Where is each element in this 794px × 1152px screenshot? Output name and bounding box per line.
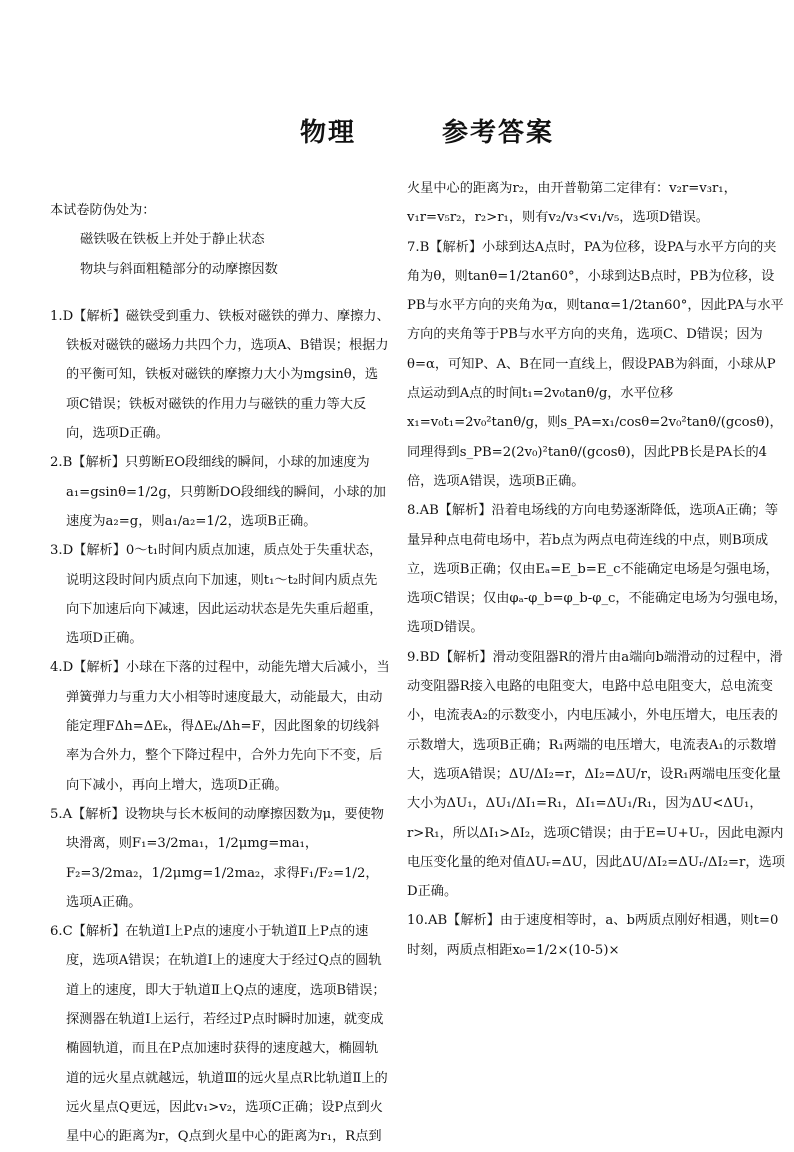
answer-9: 9.BD【解析】滑动变阻器R的滑片由a端向b端滑动的过程中，滑动变阻器R接入电路的电阻变大，电路中总电阻变大，总电流变小，电流表A₂的示数变小，内电压减小，外电压增大，电压表的示数增大，选项B正确；R₁两端的电压增大，电流表A₁的示数增大，选项A错误；ΔU/ΔI₂=r，ΔI₂=ΔU/r，设R₁两端电压变化量大小为ΔU₁，ΔU₁/ΔI₁=R₁，ΔI₁=ΔU₁/R₁，因为ΔU<ΔU₁，r>R₁，所以ΔI₁>ΔI₂，选项C错误；由于E=U+Uᵣ，因此电源内电压变化量的绝对值ΔUᵣ=ΔU，因此ΔU/ΔI₂=ΔUᵣ/ΔI₂=r，选项D正确。 <box>407 649 785 900</box>
answer-6: 6.C【解析】在轨道Ⅰ上P点的速度小于轨道Ⅱ上P点的速度，选项A错误；在轨道Ⅰ上的速度大于经过Q点的圆轨道上的速度，即大于轨道Ⅱ上Q点的速度，选项B错误；探测器在轨道Ⅰ上运行，若经过P点时瞬时加速，就变成椭圆轨道，而且在P点加速时获得的速度越大，椭圆轨道的远火星点就越远，轨道Ⅲ的远火星点R比轨道Ⅱ上的远火星点Q更远，因此v₁>v₂，选项C正确；设P点到火星中心的距离为r，Q点到火星中心的距离为r₁，R点到 <box>50 924 388 1145</box>
answer-7: 7.B【解析】小球到达A点时，PA为位移，设PA与水平方向的夹角为θ，则tanθ=1/2tan60°，小球到达B点时，PB为位移，设PB与水平方向的夹角为α，则tanα=1/2tan60°，因此PA与水平方向的夹角等于PB与水平方向的夹角，选项C、D错误；因为θ=α，可知P、A、B在同一直线上，假设PAB为斜面，小球从P点运动到A点的时间t₁=2v₀tanθ/g，水平位移x₁=v₀t₁=2v₀²tanθ/g，则s_PA=x₁/cosθ=2v₀²tanθ/(gcosθ)，同理得到s_PB=2(2v₀)²tanθ/(gcosθ)，因此PB长是PA长的4倍，选项A错误，选项B正确。 <box>407 239 784 489</box>
page-title <box>0 112 794 149</box>
left-column <box>50 196 390 1152</box>
intro-line-2: 物块与斜面粗糙部分的动摩擦因数 <box>80 261 278 277</box>
answer-1: 1.D【解析】磁铁受到重力、铁板对磁铁的弹力、摩擦力、铁板对磁铁的磁场力共四个力，选项A、B错误；根据力的平衡可知，铁板对磁铁的摩擦力大小为mgsinθ，选项C错误；铁板对磁铁的作用力与磁铁的重力等大反向，选项D正确。 <box>50 308 390 442</box>
answer-6-continued: 火星中心的距离为r₂，由开普勒第二定律有：v₂r=v₃r₁，v₁r=v₅r₂，r₂>r₁，则有v₂/v₃<v₁/v₅，选项D错误。 <box>407 181 737 226</box>
answer-title: 参考答案 <box>442 118 555 148</box>
answer-10: 10.AB【解析】由于速度相等时，a、b两质点刚好相遇，则t=0时刻，两质点相距x₀=1/2×(10-5)× <box>407 913 779 958</box>
subject-title: 物理 <box>299 118 356 148</box>
intro-line-1: 磁铁吸在铁板上并处于静止状态 <box>80 232 265 248</box>
answer-3: 3.D【解析】0～t₁时间内质点加速，质点处于失重状态，说明这段时间内质点向下加速，则t₁～t₂时间内质点先向下加速后向下减速，因此运动状态是先失重后超重，选项D正确。 <box>50 543 383 647</box>
right-column <box>407 174 787 965</box>
answer-8: 8.AB【解析】沿着电场线的方向电势逐渐降低，选项A正确；等量异种点电荷电场中，若b点为两点电荷连线的中点，则B项成立，选项B正确；仅由Eₐ=E_b=E_c不能确定电场是匀强电场，选项C错误；仅由φₐ-φ_b=φ_b-φ_c，不能确定电场为匀强电场，选项D错误。 <box>407 503 787 636</box>
answer-4: 4.D【解析】小球在下落的过程中，动能先增大后减小，当弹簧弹力与重力大小相等时速度最大，动能最大，由动能定理FΔh=ΔEₖ，得ΔEₖ/Δh=F，因此图象的切线斜率为合外力，整个下降过程中，合外力先向下不变，后向下减小，再向上增大，选项D正确。 <box>50 660 390 793</box>
anti-counterfeit-note <box>50 196 390 284</box>
answer-5: 5.A【解析】设物块与长木板间的动摩擦因数为μ，要使物块滑离，则F₁=3/2ma₁，1/2μmg=ma₁，F₂=3/2ma₂，1/2μmg=1/2ma₂，求得F₁/F₂=1/2，选项A正确。 <box>50 806 384 910</box>
intro-label: 本试卷防伪处为： <box>50 203 156 218</box>
answer-2: 2.B【解析】只剪断EO段细线的瞬间，小球的加速度为a₁=gsinθ=1/2g，只剪断DO段细线的瞬间，小球的加速度为a₂=g，则a₁/a₂=1/2，选项B正确。 <box>50 455 386 529</box>
